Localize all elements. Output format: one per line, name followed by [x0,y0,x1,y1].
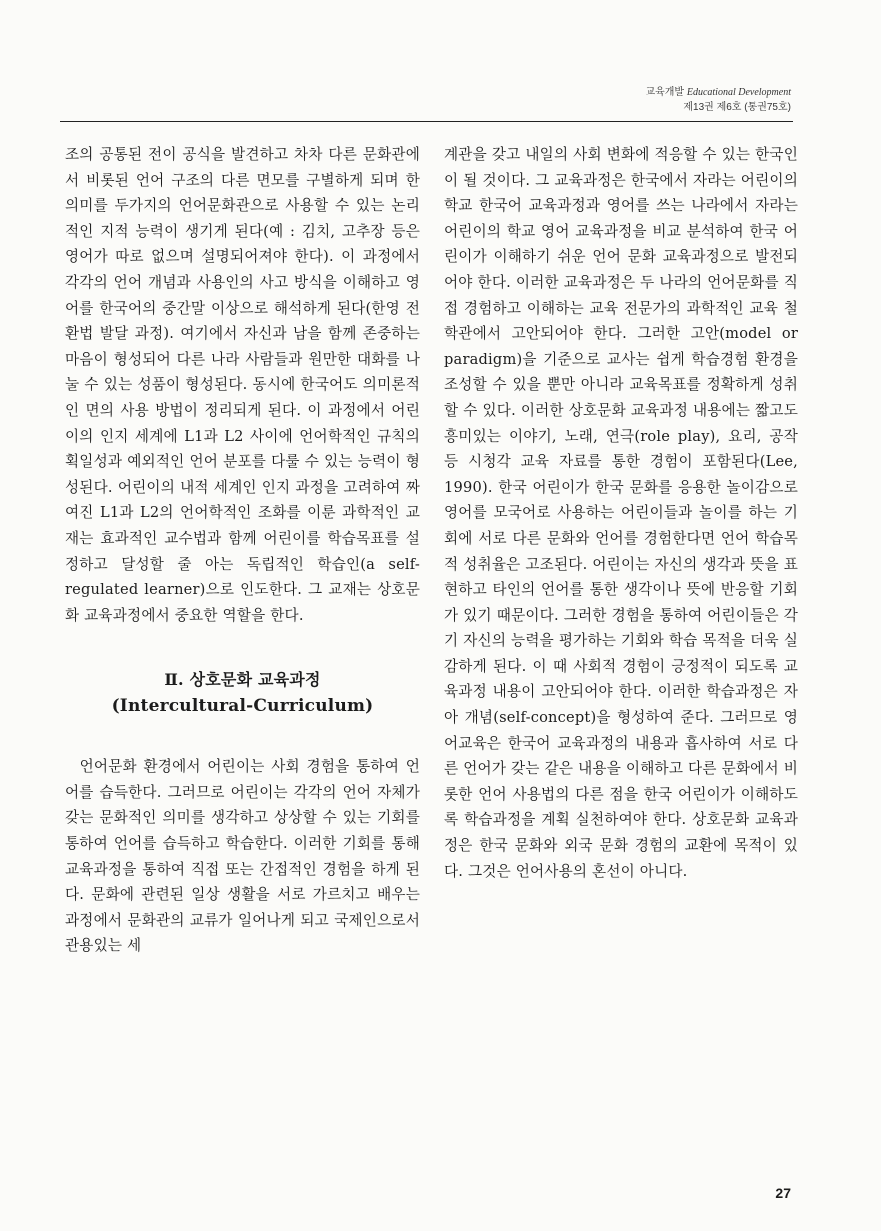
issue-info: 제13권 제6호 (통권75호) [683,102,791,113]
header-divider [60,121,793,122]
page-number: 27 [775,1185,791,1201]
journal-title-en: Educational Development [686,87,791,98]
section-heading [65,666,420,720]
running-header [645,85,791,115]
body-paragraph: 언어문화 환경에서 어린이는 사회 경험을 통하여 언어를 습득한다. 그러므로 어린이는 각각의 언어 자체가 갖는 문화적인 의미를 생각하고 상상할 수 있는 기회를 통하여 언어를 습득하고 학습한다. 이러한 기회를 통해 교육과정을 통하여 직접 또는 간접적인 경험을 하게 된다. 문화에 관련된 일상 생활을 서로 가르치고 배우는 과정에서 문화관의 교류가 일어나게 되고 국제인으로서 관용있는 세 [65,758,420,955]
section-heading-kr: Ⅱ. 상호문화 교육과정 [164,670,321,690]
journal-title [645,85,791,100]
body-paragraph: 계관을 갖고 내일의 사회 변화에 적응할 수 있는 한국인이 될 것이다. 그 교육과정은 한국에서 자라는 어린이의 학교 한국어 교육과정과 영어를 쓰는 나라에서 자라는 어린이의 학교 영어 교육과정을 비교 분석하여 한국 어린이가 이해하기 쉬운 언어 문화 교육과정으로 발전되어야 한다. 이러한 교육과정은 두 나라의 언어문화를 직접 경험하고 이해하는 교육 전문가의 과학적인 교육 철학관에서 고안되어야 한다. 그러한 고안(model or paradigm)을 기준으로 교사는 쉽게 학습경험 환경을 조성할 수 있을 뿐만 아니라 교육목표를 정확하게 성취할 수 있다. 이러한 상호문화 교육과정 내용에는 짧고도 흥미있는 이야기, 노래, 연극(role play), 요리, 공작 등 시청각 교육 자료를 통한 경험이 포함된다(Lee, 1990). 한국 어린이가 한국 문화를 응용한 놀이감으로 영어를 모국어로 사용하는 어린이들과 놀이를 하는 기회에 서로 다른 문화와 언어를 경험한다면 언어 학습목적 성취율은 고조된다. 어린이는 자신의 생각과 뜻을 표현하고 타인의 언어를 통한 생각이나 뜻에 반응할 기회가 있기 때문이다. 그러한 경험을 통하여 어린이들은 각기 자신의 능력을 평가하는 기회와 학습 목적을 더욱 실감하게 된다. 이 때 사회적 경험이 긍정적이 되도록 교육과정 내용이 고안되어야 한다. 이러한 학습과정은 자아 개념(self-concept)을 형성하여 준다. 그러므로 영어교육은 한국어 교육과정의 내용과 흡사하여 서로 다른 언어가 갖는 같은 내용을 이해하고 다른 문화에서 비롯한 언어 사용법의 다른 점을 한국 어린이가 이해하도록 학습과정을 계획 실천하여야 한다. 상호문화 교육과정은 한국 문화와 외국 문화 경험의 교환에 목적이 있다. 그것은 언어사용의 혼선이 아니다. [444,146,798,880]
section-heading-en: (Intercultural-Curriculum) [111,696,374,717]
left-column [65,142,420,959]
body-paragraph: 조의 공통된 전이 공식을 발견하고 차차 다른 문화관에서 비롯된 언어 구조의 다른 면모를 구별하게 되며 한 의미를 두가지의 언어문화관으로 사용할 수 있는 논리적인 지적 능력이 생기게 된다(예 : 김치, 고추장 등은 영어가 따로 없으며 설명되어져야 한다). 이 과정에서 각각의 언어 개념과 사용인의 사고 방식을 이해하고 영어를 한국어의 중간말 이상으로 해석하게 된다(한영 전환법 발달 과정). 여기에서 자신과 남을 함께 존중하는 마음이 형성되어 다른 나라 사람들과 원만한 대화를 나눌 수 있는 성품이 형성된다. 동시에 한국어도 의미론적인 면의 사용 방법이 정리되게 된다. 이 과정에서 어린이의 인지 세계에 L1과 L2 사이에 언어학적인 규칙의 획일성과 예외적인 언어 분포를 다룰 수 있는 능력이 형성된다. 어린이의 내적 세계인 인지 과정을 고려하여 짜여진 L1과 L2의 언어학적인 조화를 이룬 과학적인 교재는 효과적인 교수법과 함께 어린이를 학습목표를 설정하고 달성할 줄 아는 독립적인 학습인(a self-regulated learner)으로 인도한다. 그 교재는 상호문화 교육과정에서 중요한 역할을 한다. [65,146,420,624]
right-column [444,142,798,884]
journal-title-kr: 교육개발 [645,87,685,98]
